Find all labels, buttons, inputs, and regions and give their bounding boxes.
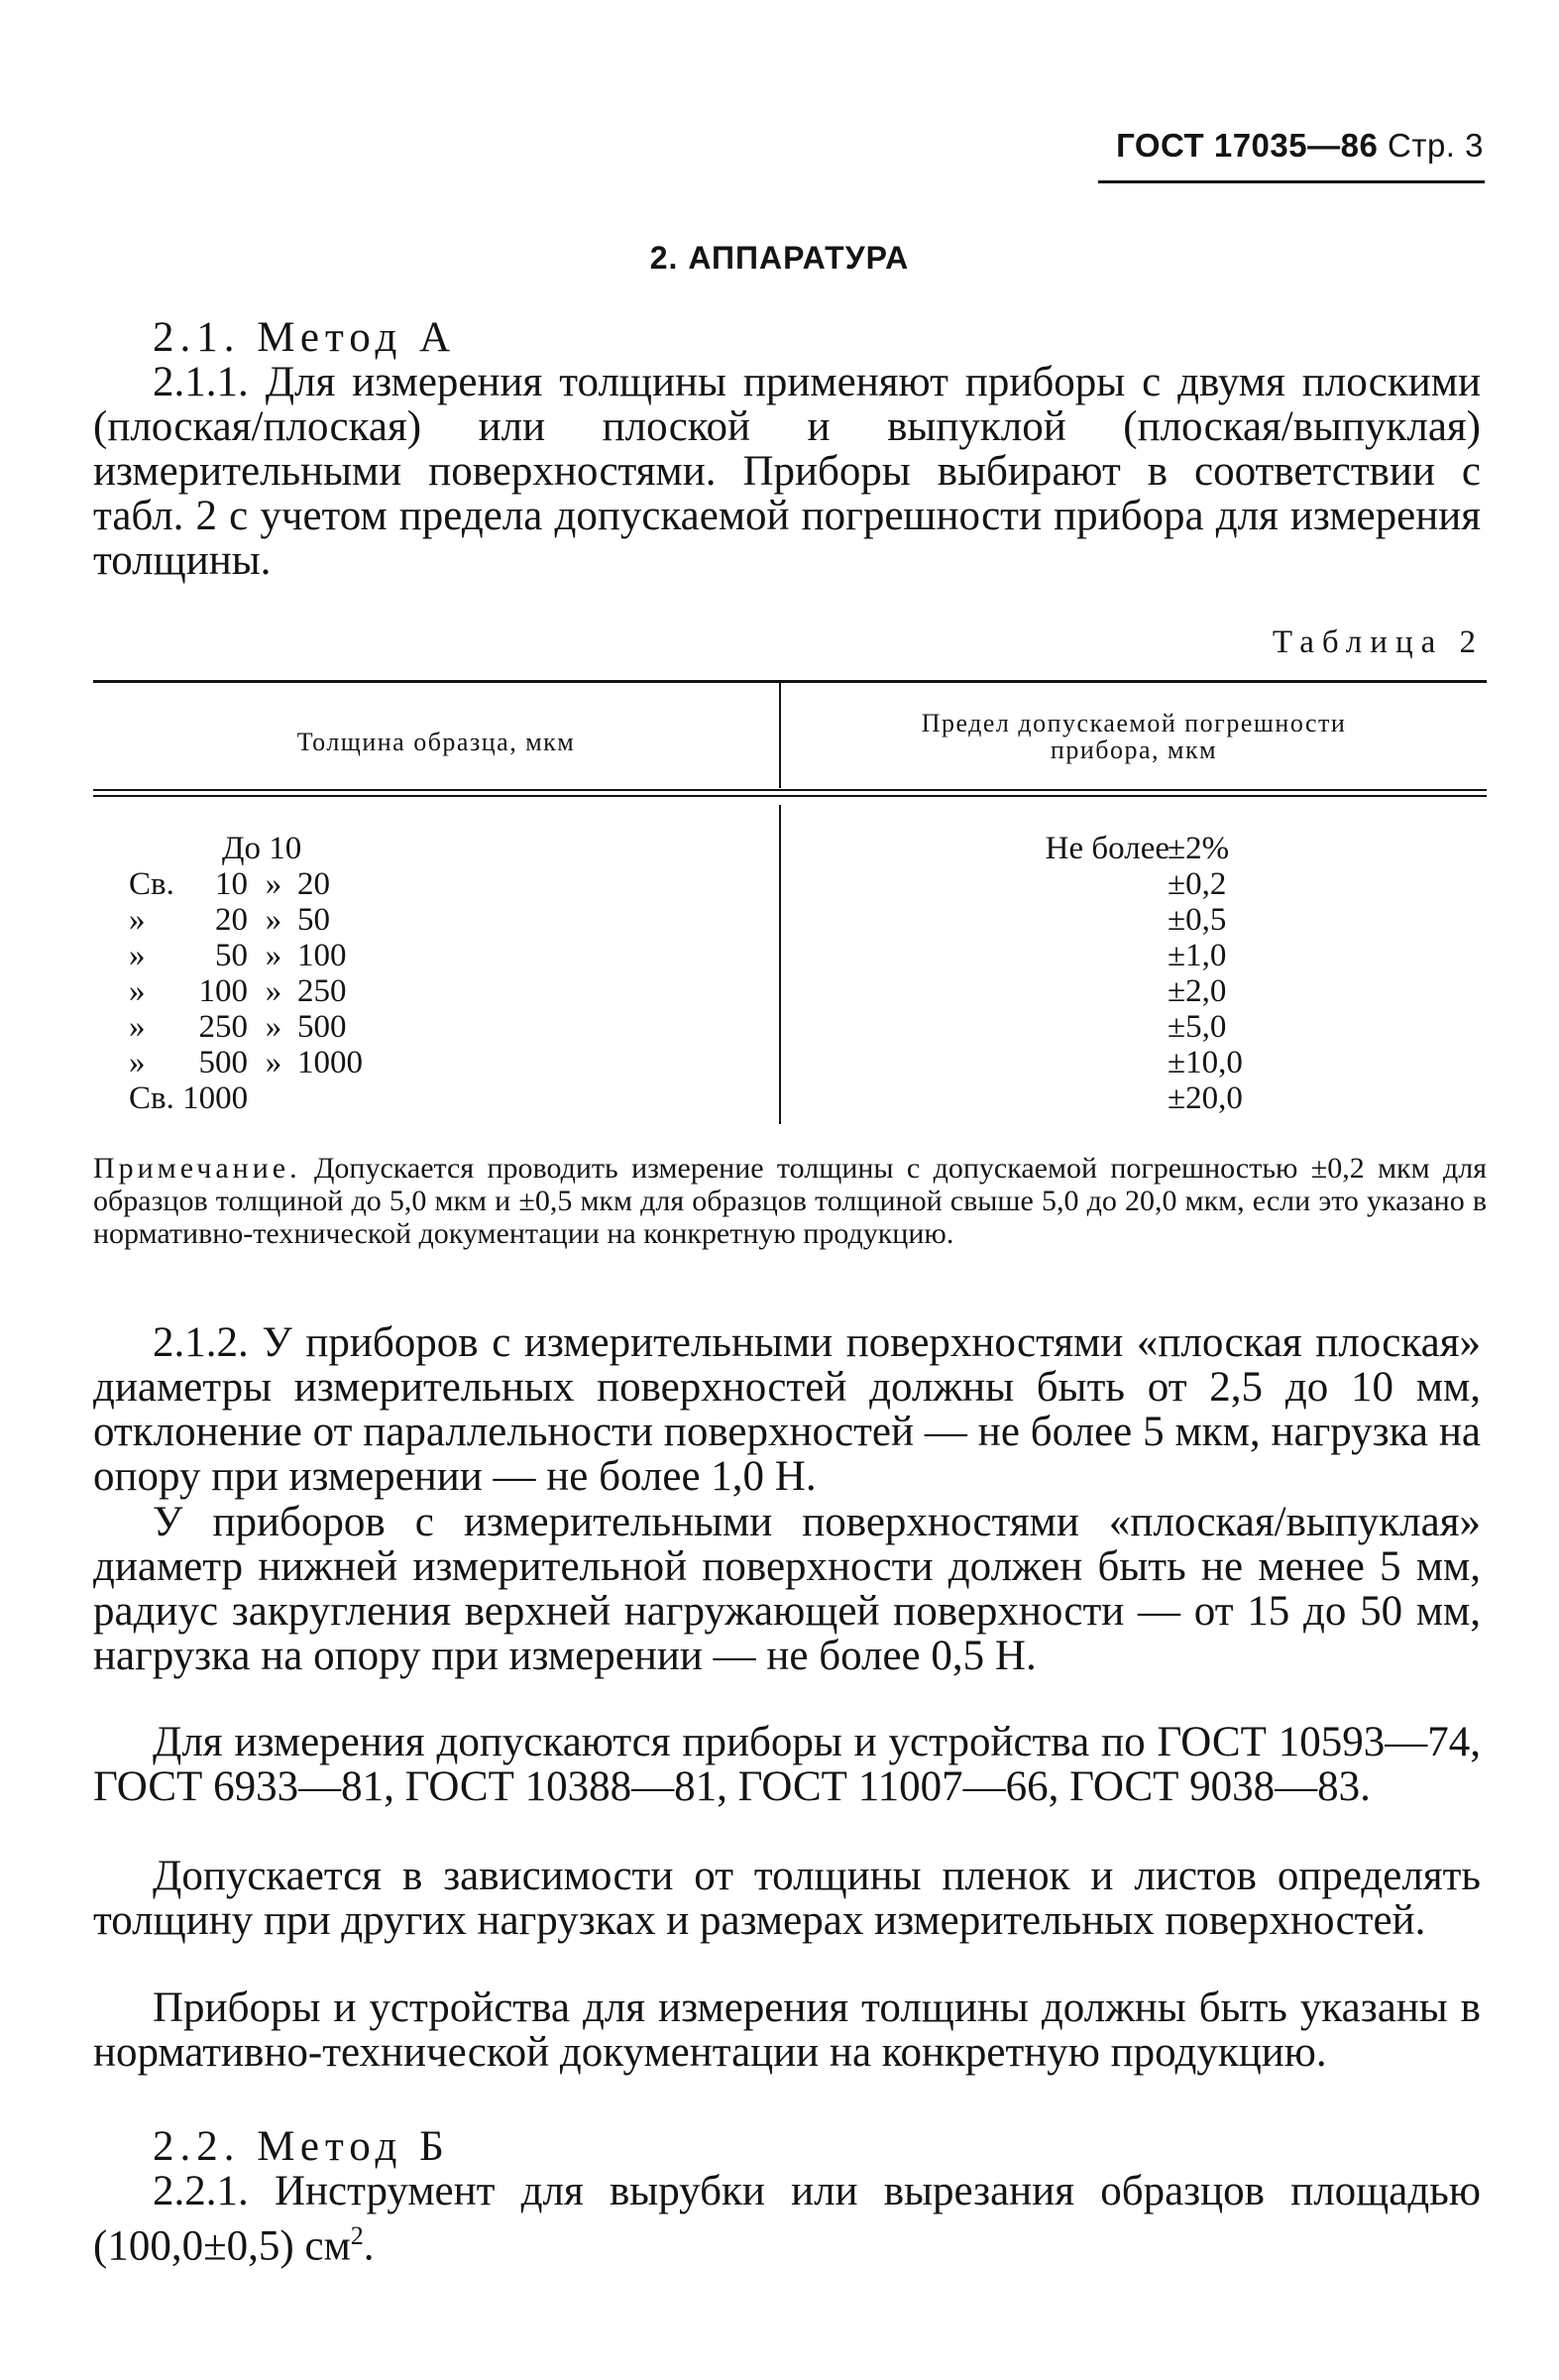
table-row [93, 902, 549, 938]
tolerance-cell: ±0,5 [1168, 902, 1227, 938]
table-row [93, 938, 549, 973]
table-row [971, 866, 1288, 902]
table-row [93, 831, 549, 866]
thickness-prefix: » [129, 902, 146, 938]
table-header-thickness: Толщина образца, мкм [296, 728, 576, 756]
tolerance-cell: ±20,0 [1168, 1080, 1243, 1116]
thickness-to: 500 [297, 1009, 347, 1045]
thickness-separator: » [265, 902, 282, 938]
standard-number: ГОСТ 17035—86 [1116, 127, 1379, 164]
paragraph-documentation: Приборы и устройства для измерения толщины должны быть указаны в нормативно-технической документации на конкретную продукцию. [93, 1984, 1481, 2076]
paragraph-2-2-1-text: 2.2.1. Инструмент для вырубки или вырезания образцов площадью (100,0±0,5) см [93, 2168, 1481, 2270]
thickness-from: 10 [215, 866, 248, 902]
note-label: Примечание. [93, 1152, 301, 1185]
tolerance-cell: ±2,0 [1168, 973, 1227, 1009]
thickness-prefix: Св. [129, 866, 174, 902]
paragraph-2-2-1-end: . [363, 2222, 375, 2270]
paragraph-2-2-1 [93, 2169, 1481, 2268]
table-row [971, 831, 1288, 866]
thickness-from: 20 [215, 902, 248, 938]
table-body-divider [779, 805, 781, 1124]
table-header-tolerance-line2: прибора, мкм [1050, 736, 1218, 764]
tolerance-cell: ±0,2 [1168, 866, 1227, 902]
method-b-heading: 2.2. Метод Б [153, 2123, 450, 2170]
thickness-from: 100 [198, 973, 248, 1009]
table-caption: Таблица 2 [1272, 624, 1484, 660]
thickness-cell: Св. 1000 [129, 1080, 249, 1116]
tolerance-cell: ±1,0 [1168, 938, 1227, 973]
table-row [971, 902, 1288, 938]
thickness-from: 500 [198, 1045, 248, 1080]
thickness-prefix: » [129, 938, 146, 973]
table-row [971, 973, 1288, 1009]
thickness-cell: До 10 [222, 831, 302, 866]
table-header-tolerance-line1: Предел допускаемой погрешности [921, 709, 1347, 737]
table-top-rule [93, 680, 1487, 683]
page-number: Стр. 3 [1388, 127, 1484, 164]
paragraph-2-1-2: 2.1.2. У приборов с измерительными поверхностями «плоская плоская» диаметры измерительных поверхностей должны быть от 2,5 до 10 мм, отклонение от параллельности поверхностей — не более 5 мкм, нагрузка на опору при измерении — не более 1,0 Н. [93, 1319, 1481, 1500]
table-row [971, 1080, 1288, 1116]
thickness-prefix: » [129, 1045, 146, 1080]
table-header-rule-2 [93, 795, 1487, 797]
paragraph-other-loads: Допускается в зависимости от толщины пленок и листов определять толщину при других нагрузках и размерах измерительных поверхностей. [93, 1853, 1481, 1944]
thickness-to: 20 [297, 866, 330, 902]
tolerance-cell: ±10,0 [1168, 1045, 1243, 1080]
table-row [93, 1009, 549, 1045]
thickness-to: 1000 [297, 1045, 363, 1080]
table-row [971, 1009, 1288, 1045]
table-header-tolerance [781, 710, 1487, 763]
tolerance-cell: ±2% [1168, 831, 1230, 866]
table-thickness-column [93, 831, 549, 1116]
paragraph-gost-references: Для измерения допускаются приборы и устройства по ГОСТ 10593—74, ГОСТ 6933—81, ГОСТ 10388—81, ГОСТ 11007—66, ГОСТ 9038—83. [93, 1719, 1481, 1810]
thickness-separator: » [265, 1045, 282, 1080]
thickness-from: 50 [215, 938, 248, 973]
table-header-rule-1 [93, 789, 1487, 791]
paragraph-2-1-1: 2.1.1. Для измерения толщины применяют приборы с двумя плоскими (плоская/плоская) или плоской и выпуклой (плоская/выпуклая) измерительными поверхностями. Приборы выбирают в соответствии с табл. 2 с учетом предела допускаемой погрешности прибора для измерения толщины. [93, 359, 1481, 584]
superscript-2: 2 [350, 2221, 364, 2250]
thickness-to: 50 [297, 902, 330, 938]
section-title: 2. АППАРАТУРА [649, 240, 910, 276]
table-row [93, 973, 549, 1009]
note-text: Допускается проводить измерение толщины с допускаемой погрешностью ±0,2 мкм для образцов толщиной до 5,0 мкм и ±0,5 мкм для образцов толщиной свыше 5,0 до 20,0 мкм, если это указано в нормативно-технической документации на конкретную продукцию. [93, 1152, 1487, 1250]
table-row [971, 1045, 1288, 1080]
thickness-separator: » [265, 866, 282, 902]
thickness-from: 250 [198, 1009, 248, 1045]
thickness-to: 100 [297, 938, 347, 973]
paragraph-convex-surfaces: У приборов с измерительными поверхностями «плоская/выпуклая» диаметр нижней измерительной поверхности должен быть не менее 5 мм, радиус закругления верхней нагружающей поверхности — от 15 до 50 мм, нагрузка на опору при измерении — не более 0,5 Н. [93, 1499, 1481, 1679]
thickness-to: 250 [297, 973, 347, 1009]
thickness-separator: » [265, 938, 282, 973]
thickness-prefix: » [129, 1009, 146, 1045]
tolerance-cell: ±5,0 [1168, 1009, 1227, 1045]
thickness-separator: » [265, 973, 282, 1009]
table-row [93, 866, 549, 902]
table-row [971, 938, 1288, 973]
thickness-prefix: » [129, 973, 146, 1009]
table-row [93, 1080, 549, 1116]
tolerance-prefix: Не более [1045, 831, 1169, 866]
table-tolerance-column [971, 831, 1288, 1116]
page-header [1116, 127, 1484, 165]
thickness-separator: » [265, 1009, 282, 1045]
header-rule [1098, 180, 1485, 183]
method-a-heading: 2.1. Метод А [153, 314, 457, 361]
table-note [93, 1152, 1487, 1250]
table-row [93, 1045, 549, 1080]
